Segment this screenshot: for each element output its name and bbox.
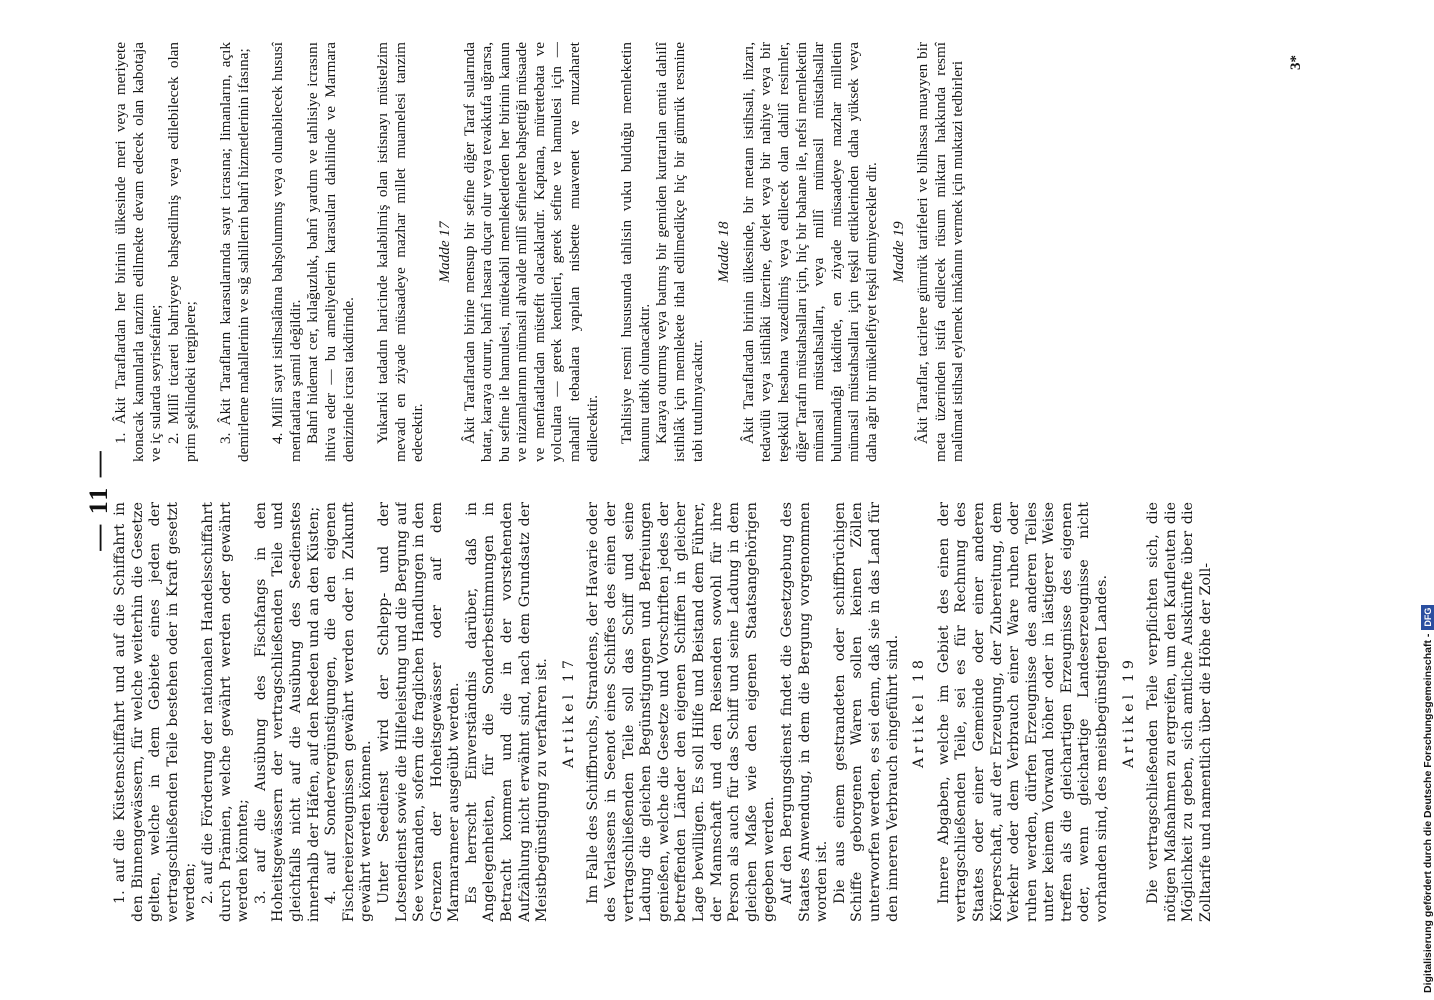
german-paragraph: 2. auf die Förderung der nationalen Handelsschiffahrt durch Prämien, welche gewährt werden oder gewährt werden könnten; <box>199 502 252 922</box>
turkish-article-18-heading: Madde 18 <box>715 221 733 283</box>
german-paragraph: Im Falle des Schiffbruchs, Strandens, der Havarie oder des Verlassens in Seenot eines Schiffes des einen der vertragschließenden Teile soll das Schiff und seine Ladung die gleichen Begünstigungen und Befreiungen genießen, welche die Gesetze und Vorschriften jedes der betreffenden Länder den eigenen Schiffen in gleicher Lage bewilligen. Es soll Hilfe und Beistand dem Führer, der Mannschaft und den Reisenden sowohl für ihre Person als auch für das Schiff und seine Ladung in dem gleichen Maße wie den eigenen Staatsangehörigen gegeben werden. <box>585 502 778 922</box>
turkish-paragraph: Karaya oturmuş veya batmış bir gemiden kurtarılan emtia dahilî istihlâk için memlekete ithal edilmedikçe hiç bir gümrük resmine tabi tutulmıyacaktır. <box>653 42 706 462</box>
german-paragraph: Unter Seedienst wird der Schlepp- und der Lotsendienst sowie die Hilfeleistung und die Bergung auf See verstanden, sofern die fraglichen Handlungen in den Grenzen der Hoheitsgewässer oder auf dem Marmarameer ausgeübt werden. <box>375 502 463 922</box>
turkish-paragraph: Âkit Taraflar, tacirlere gümrük tarifeleri ve bilhassa muayyen bir meta üzerinden istifa edilecek rüsum miktarı hakkında resmî malûmat istihsal eylemek imkânını vermek için muktazi tedbirleri <box>914 42 967 462</box>
german-article-18-heading: Artikel 18 <box>911 656 928 768</box>
turkish-paragraph: Âkit Taraflardan birine mensup bir sefine diğer Taraf sularında batar, karaya oturur, bahrî hasara duçar olur veya tevakkufa uğrarsa, bu sefine ile hamulesi, mütekabil memleketlerden her birinin kanun ve nizamlarının mümasil ahvalde millî sefinelere bahşettiği müsaade ve menfaatlardan müstefit olacaklardır. Kaptana, mürettebata ve yolculara — gerek kendileri, gerek sefine ve hamulesi için — mahallî tebaalara yapılan nisbette muavenet ve muzaharet edilecektir. <box>460 42 601 462</box>
page-number: — 11 — <box>84 449 113 551</box>
turkish-column <box>112 42 1232 462</box>
german-paragraph: 1. auf die Küstenschiffahrt und auf die Schiffahrt in den Binnengewässern, für welche weiterhin die Gesetze gelten, welche in dem Gebiete eines jeden der vertragschließenden Teile bestehen oder in Kraft gesetzt werden; <box>112 502 199 922</box>
german-paragraph: 3. auf die Ausübung des Fischfangs in den Hoheitsgewässern der vertragschließenden Teile und gleichfalls nicht auf die Ausübung des Seedienstes innerhalb der Häfen, auf den Reeden und an den Küsten; <box>252 502 322 922</box>
german-paragraph: Die vertragschließenden Teile verpflichten sich, die nötigen Maßnahmen zu ergreifen, um den Kaufleuten die Möglichkeit zu geben, sich amtliche Auskünfte über die Zolltarife und namentlich über die Höhe der Zoll- <box>1145 502 1215 922</box>
signature-mark: 3* <box>1288 55 1304 70</box>
turkish-paragraph: Bahrî hidemat cer, kılağuzluk, bahrî yardım ve tahlisiye icrasını ihtiva eder — bu ameliyelerin karasuları dahilinde ve Marmara denizinde icrası takdirinde. <box>304 42 357 462</box>
german-article-17-heading: Artikel 17 <box>560 656 577 768</box>
turkish-paragraph: 4. Millî sayıt istihsalâtına bahşolunmuş veya olunabilecek hususî menfaatlara şamil değildir. <box>269 42 304 462</box>
german-paragraph: Auf den Bergungsdienst findet die Gesetzgebung des Staates Anwendung, in dem die Bergung vorgenommen worden ist. <box>778 502 831 922</box>
german-paragraph: Die aus einem gestrandeten oder schiffbrüchigen Schiffe geborgenen Waren sollen keinen Zöllen unterworfen werden, es sei denn, daß sie in das Land für den inneren Verbrauch eingeführt sind. <box>831 502 901 922</box>
dfg-logo: DFG <box>1421 605 1434 630</box>
german-paragraph: 4. auf Sondervergünstigungen, die den eigenen Fischereierzeugnissen gewährt werden oder in Zukunft gewährt werden können. <box>323 502 375 922</box>
turkish-paragraph: 1. Âkit Taraflardan her birinin ülkesinde meri veya meriyete konacak kanunlarla tanzim edilmekte devam edecek olan kabotaja ve iç sularda seyrisefaine; <box>112 42 165 462</box>
turkish-article-17-heading: Madde 17 <box>435 221 453 283</box>
turkish-paragraph: Tahlisiye resmi hususunda tahlisin vuku bulduğu memleketin kanunu tatbik olunacaktır. <box>618 42 653 462</box>
turkish-paragraph: Yukarıki tadadın haricinde kalabilmiş olan istisnayı müstelzim mevadı en ziyade müsaadeye mazhar millet muamelesi tanzim edecektir. <box>374 42 427 462</box>
digitization-credit <box>1415 8 1434 993</box>
digitization-note: Digitalisierung gefördert durch die Deutsche Forschungsgemeinschaft - <box>1422 633 1434 993</box>
turkish-paragraph: Âkit Taraflardan birinin ülkesinde, bir metaın istihsali, ihzarı, tedavülü veya istihlâki üzerine, devlet veya bir nahiye veya bir teşekkül hesabına vazedilmiş veya edilecek olan dahilî resimler, diğer Tarafın müstahsalları için, hiç bir bahane ile, nefsi memleketin mümasil müstahsalları, veya millî mümasil müstahsallar bulunmadığı takdirde, en ziyade müsaadeye mazhar milletin mümasil müstahsalları için teşkil ettiklerinden daha yüksek veya daha ağır bir mükellefiyet teşkil etmiyecekler dir. <box>739 42 880 462</box>
turkish-paragraph: 2. Millî ticareti bahriyeye bahşedilmiş veya edilebilecek olan prim şeklindeki tergiplere; <box>164 42 200 462</box>
turkish-article-19-heading: Madde 19 <box>889 221 907 283</box>
german-column <box>112 502 1232 922</box>
digitization-strip <box>1415 8 1434 993</box>
german-paragraph: Es herrscht Einverständnis darüber, daß in Angelegenheiten, für die Sonderbestimmungen in Betracht kommen und die in der vorstehenden Aufzählung nicht erwähnt sind, nach dem Grundsatz der Meistbegünstigung zu verfahren ist. <box>463 502 551 922</box>
turkish-paragraph: 3. Âkit Tarafların karasularında sayıt icrasına; limanların, açık demirleme mahallerinin ve sığ sahillerin bahrî hizmetlerinin ifasına; <box>216 42 252 462</box>
german-article-19-heading: Artikel 19 <box>1120 656 1137 768</box>
german-paragraph: Innere Abgaben, welche im Gebiet des einen der vertragschließenden Teile, sei es für Rechnung des Staates oder einer Gemeinde oder einer anderen Körperschaft, auf der Erzeugung, der Zubereitung, dem Verkehr oder dem Verbrauch einer Ware ruhen oder ruhen werden, dürfen Erzeugnisse des anderen Teiles unter keinem Vorwand höher oder in lästigerer Weise treffen als die gleichartigen Erzeugnisse des eigenen oder, wenn gleichartige Landeserzeugnisse nicht vorhanden sind, des meistbegünstigten Landes. <box>935 502 1111 922</box>
